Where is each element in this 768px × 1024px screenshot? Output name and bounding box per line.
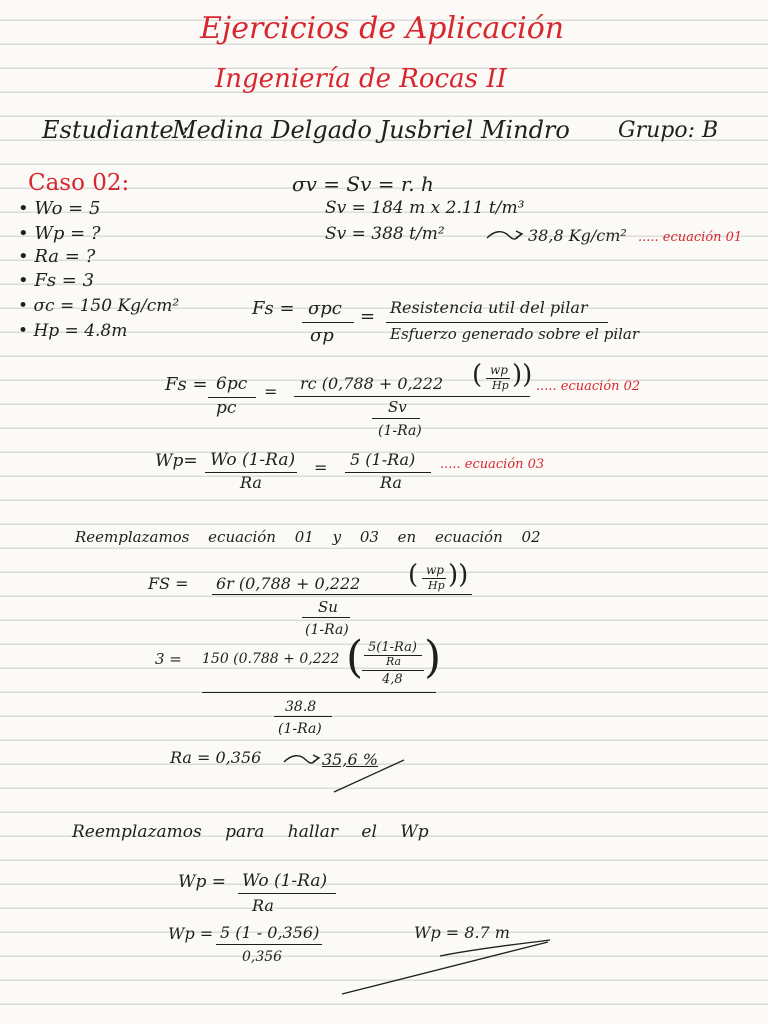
fraction-bar	[212, 594, 472, 595]
eq2-bot: (1-Ra)	[378, 423, 422, 439]
given-item: • Ra = ?	[18, 246, 96, 267]
eq3-lhs: Wp=	[155, 451, 198, 471]
eq2-mid: Sv	[388, 398, 407, 416]
fraction-bar	[216, 944, 322, 945]
wp-num-1: Wo (1-Ra)	[242, 871, 328, 891]
student-label: Estudiante :	[42, 116, 190, 144]
eq2-num: 6pc	[216, 374, 248, 394]
fraction-bar	[274, 716, 332, 717]
eq2-hp: Hp	[492, 379, 509, 392]
sub1-lhs: FS =	[148, 574, 189, 593]
sub2-mid: 38.8	[285, 699, 317, 715]
sv-line3a: Sv = 388 t/m²	[325, 224, 445, 244]
fraction-bar	[362, 670, 424, 671]
check-stroke	[340, 938, 556, 998]
fraction-bar	[372, 418, 420, 419]
sub2-bot: (1-Ra)	[278, 721, 322, 737]
equation-tag-03: ..... ecuación 03	[440, 457, 545, 472]
eq3-eq: =	[314, 458, 328, 477]
eq2-eq: =	[264, 382, 278, 401]
eq2-wp: wp	[490, 363, 508, 377]
given-item: • σc = 150 Kg/cm²	[18, 296, 180, 316]
fs-resistance: Resistencia util del pilar	[390, 298, 588, 317]
sv-line3b: 38,8 Kg/cm²	[528, 226, 627, 245]
wp-lhs-2: Wp =	[168, 924, 214, 943]
fs-den: σp	[310, 325, 334, 346]
paren-open: (	[408, 560, 419, 590]
sub1-hp: Hp	[428, 579, 445, 592]
sub1-bot: (1-Ra)	[305, 622, 349, 638]
wp-den-1: Ra	[252, 896, 274, 915]
eq2-den: pc	[216, 398, 237, 418]
equation-tag-02: ..... ecuación 02	[536, 379, 641, 394]
fraction-bar	[302, 322, 354, 323]
wp-lhs-1: Wp =	[178, 872, 227, 892]
paren-open: (	[346, 632, 364, 683]
ra-lhs: Ra = 0,356	[170, 748, 262, 767]
group-label: Grupo: B	[618, 118, 719, 143]
sub1-mid: Su	[318, 598, 338, 616]
fs-num: σpc	[308, 298, 342, 319]
paren-close: )	[424, 632, 442, 683]
fraction-bar	[202, 692, 436, 693]
eq3-den1: Ra	[240, 473, 262, 492]
sub2-in-bot: 4,8	[382, 672, 403, 687]
given-item: • Hp = 4.8m	[18, 321, 128, 341]
given-item: • Wo = 5	[18, 198, 101, 219]
ra-percent: 35,6 %	[322, 750, 378, 769]
fs-lhs: Fs =	[252, 298, 295, 319]
fraction-bar	[294, 396, 530, 397]
sub2-top: 150 (0.788 + 0,222	[202, 651, 340, 667]
eq2-top: rc (0,788 + 0,222	[300, 374, 444, 393]
replace-text-2: Reemplazamos para hallar el Wp	[72, 822, 429, 842]
page-subtitle: Ingeniería de Rocas II	[215, 64, 507, 94]
arrow-icon	[485, 228, 525, 242]
eq3-num2: 5 (1-Ra)	[350, 450, 416, 469]
check-stroke	[330, 756, 410, 796]
sub2-in-den: Ra	[386, 655, 402, 668]
student-name: Medina Delgado Jusbriel Mindro	[172, 116, 570, 144]
arrow-icon	[282, 752, 322, 766]
replace-text-1: Reemplazamos ecuación 01 y 03 en ecuación 02	[75, 528, 541, 546]
sv-line1: σv = Sv = r. h	[292, 172, 434, 196]
sub2-lhs: 3 =	[155, 650, 182, 668]
sub1-wp: wp	[426, 563, 444, 577]
fraction-bar	[386, 322, 608, 323]
fraction-bar	[302, 617, 350, 618]
page-title: Ejercicios de Aplicación	[200, 11, 565, 46]
equation-tag-01: ..... ecuación 01	[638, 230, 743, 245]
wp-num-2: 5 (1 - 0,356)	[220, 923, 320, 942]
sub2-in-num: 5(1-Ra)	[368, 640, 417, 655]
paren-close: ))	[512, 360, 533, 390]
fs-eq: =	[360, 306, 376, 327]
wp-den-2: 0,356	[242, 949, 283, 965]
eq3-den2: Ra	[380, 473, 402, 492]
sub1-top: 6r (0,788 + 0,222	[216, 574, 361, 593]
fs-stress: Esfuerzo generado sobre el pilar	[390, 325, 640, 343]
paren-close: ))	[448, 560, 469, 590]
fraction-bar	[238, 893, 336, 894]
case-label: Caso 02:	[28, 170, 130, 196]
paren-open: (	[472, 360, 483, 390]
given-item: • Fs = 3	[18, 270, 95, 291]
given-item: • Wp = ?	[18, 223, 101, 244]
wp-result: Wp = 8.7 m	[414, 923, 510, 942]
sv-line2: Sv = 184 m x 2.11 t/m³	[325, 198, 525, 218]
eq3-num1: Wo (1-Ra)	[210, 450, 296, 470]
eq2-lhs: Fs =	[165, 374, 208, 395]
